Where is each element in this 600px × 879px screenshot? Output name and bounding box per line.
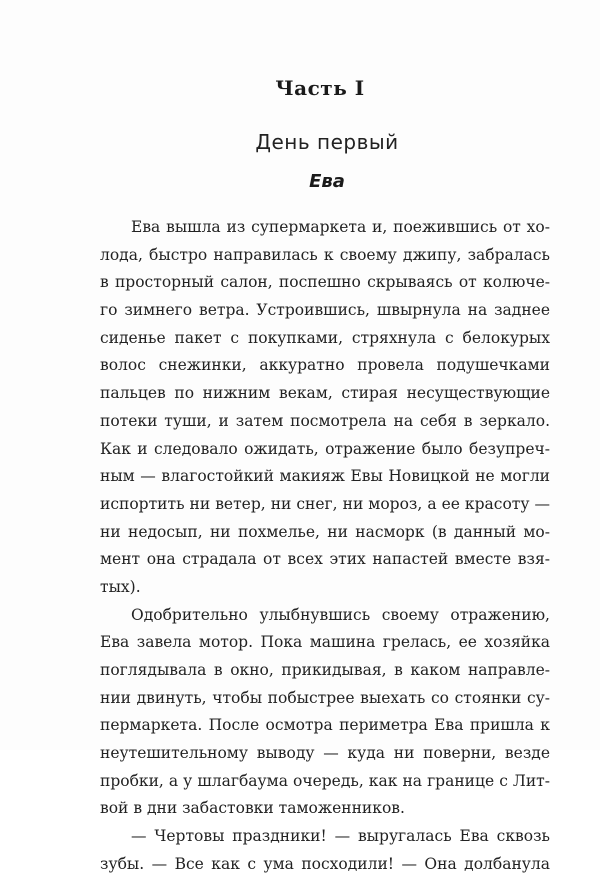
text-line: неутешительному выводу — куда ни поверни, везде [100, 744, 550, 763]
text-line: Ева вышла из супермаркета и, поежившись от хо- [131, 218, 550, 236]
body-text [100, 214, 550, 879]
text-line: го зимнего ветра. Устроившись, швырнула на заднее [100, 301, 550, 320]
chapter-title: День первый [255, 130, 399, 154]
text-line: Ева завела мотор. Пока машина грелась, ее хозяйка [100, 633, 550, 652]
text-line: пробки, а у шлагбаума очередь, как на границе с Лит- [100, 771, 550, 790]
text-line: испортить ни ветер, ни снег, ни мороз, а ее красоту — [100, 494, 550, 513]
text-line: пальцев по нижним векам, стирая несуществующие [100, 384, 550, 403]
text-line: зубы. — Все как с ума посходили! — Она долбанула [100, 854, 550, 873]
text-line: ным — влагостойкий макияж Евы Новицкой не могли [100, 467, 550, 486]
text-line: тых). [100, 577, 141, 596]
text-line: потеки туши, и затем посмотрела на себя в зеркало. [100, 411, 550, 430]
text-line: волос снежинки, аккуратно провела подушечками [100, 356, 550, 375]
text-line: Одобрительно улыбнувшись своему отражению, [131, 605, 550, 624]
text-line: ни недосып, ни похмелье, ни насморк (в данный мо- [100, 522, 550, 541]
text-line: нии двинуть, чтобы побыстрее выехать со стоянки су- [100, 688, 550, 707]
text-line: сиденье пакет с покупками, стряхнула с белокурых [100, 328, 550, 347]
part-title: Часть I [275, 76, 365, 100]
text-line: вой в дни забастовки таможенников. [100, 799, 405, 818]
text-line: — Чертовы праздники! — выругалась Ева сквозь [131, 827, 550, 846]
text-line: Как и следовало ожидать, отражение было безупреч- [100, 439, 550, 458]
text-line: пермаркета. После осмотра периметра Ева пришла к [100, 716, 550, 735]
text-line: мент она страдала от всех этих напастей вместе взя- [100, 550, 550, 569]
section-subtitle: Ева [309, 171, 345, 192]
text-line: поглядывала в окно, прикидывая, в каком направле- [100, 661, 550, 679]
text-line: в просторный салон, поспешно скрываясь от колюче- [100, 273, 550, 292]
text-line: лода, быстро направилась к своему джипу, забралась [100, 245, 550, 264]
